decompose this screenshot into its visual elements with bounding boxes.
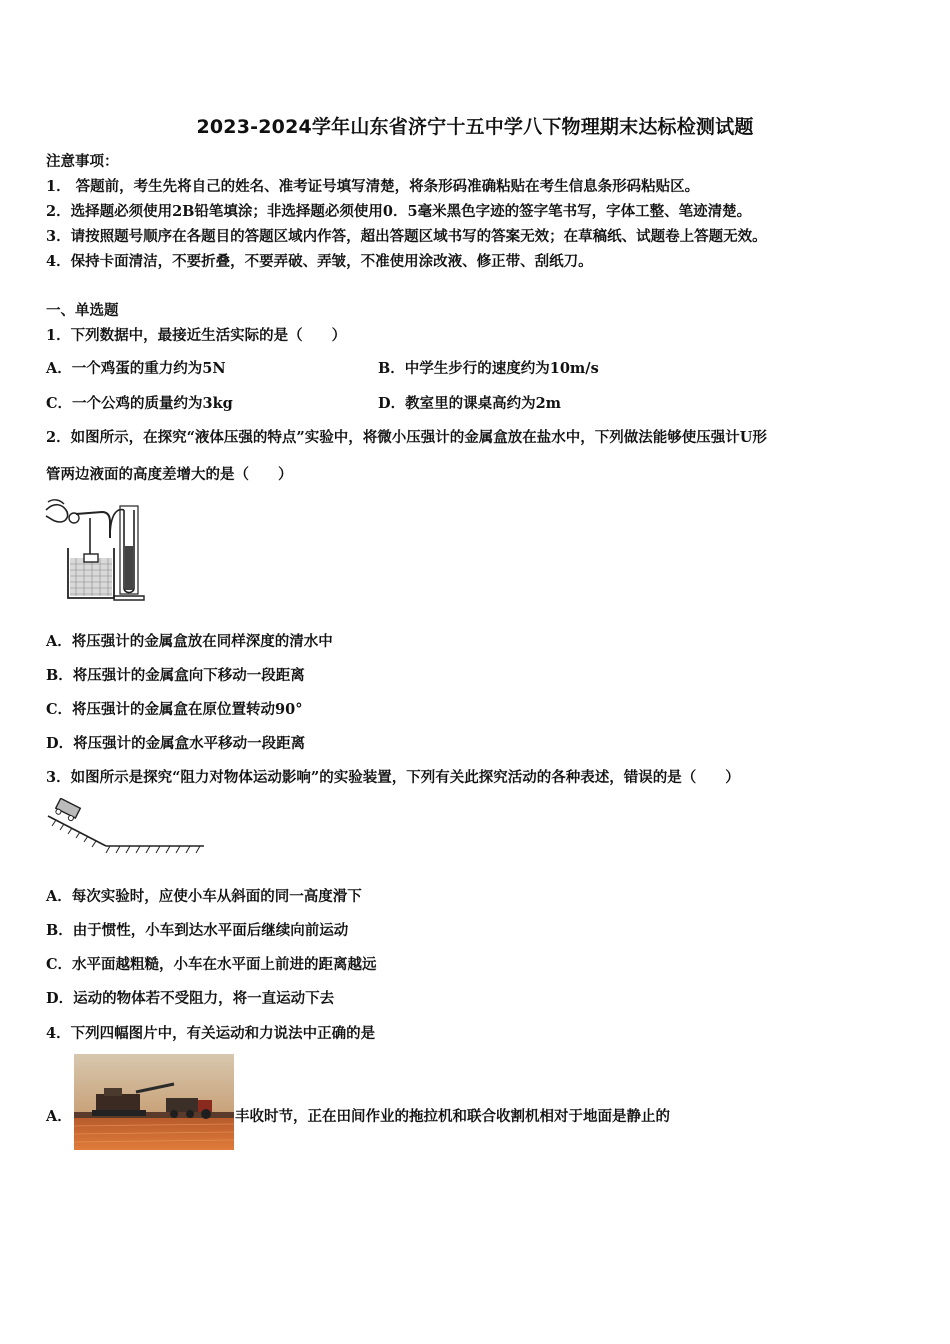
- q2-stem-line2: 管两边液面的高度差增大的是（ ）: [46, 466, 293, 483]
- q1-option-b: B．中学生步行的速度约为10m/s: [378, 360, 599, 377]
- q2-stem-line1: 2．如图所示，在探究“液体压强的特点”实验中，将微小压强计的金属盒放在盐水中，下列做法能够使压强计U形: [46, 429, 767, 446]
- q3-option-a: A．每次实验时，应使小车从斜面的同一高度滑下: [46, 888, 362, 905]
- q3-stem: 3．如图所示是探究“阻力对物体运动影响”的实验装置，下列有关此探究活动的各种表述，错误的是（ ）: [46, 769, 740, 786]
- q3-option-b: B．由于惯性，小车到达水平面后继续向前运动: [46, 922, 349, 939]
- q4-option-a-text: 丰收时节，正在田间作业的拖拉机和联合收割机相对于地面是静止的: [235, 1108, 670, 1125]
- page-title: 2023-2024学年山东省济宁十五中学八下物理期末达标检测试题: [196, 116, 754, 138]
- q2-option-a: A．将压强计的金属盒放在同样深度的清水中: [46, 633, 333, 650]
- notice-item-4: 4．保持卡面清洁，不要折叠，不要弄破、弄皱，不准使用涂改液、修正带、刮纸刀。: [46, 253, 593, 270]
- notice-item-2: 2．选择题必须使用2B铅笔填涂；非选择题必须使用0．5毫米黑色字迹的签字笔书写，字体工整、笔迹清楚。: [46, 203, 752, 220]
- q1-option-d: D．教室里的课桌高约为2m: [378, 395, 562, 412]
- notice-item-3: 3．请按照题号顺序在各题目的答题区域内作答，超出答题区域书写的答案无效；在草稿纸、试题卷上答题无效。: [46, 228, 767, 245]
- section-heading: 一、单选题: [46, 302, 119, 319]
- notice-item-1: 1． 答题前，考生先将自己的姓名、准考证号填写清楚，将条形码准确粘贴在考生信息条形码粘贴区。: [46, 178, 700, 195]
- q2-option-d: D．将压强计的金属盒水平移动一段距离: [46, 735, 306, 752]
- notice-heading: 注意事项：: [46, 153, 119, 170]
- pressure-gauge-figure: [44, 496, 150, 604]
- q3-option-c: C．水平面越粗糙，小车在水平面上前进的距离越远: [46, 956, 377, 973]
- q2-option-c: C．将压强计的金属盒在原位置转动90°: [46, 701, 303, 718]
- harvest-photo: [74, 1054, 234, 1150]
- q1-option-a: A．一个鸡蛋的重力约为5N: [46, 360, 226, 377]
- q1-stem: 1．下列数据中，最接近生活实际的是（ ）: [46, 327, 347, 344]
- q1-option-c: C．一个公鸡的质量约为3kg: [46, 395, 233, 412]
- incline-cart-figure: [44, 798, 208, 860]
- q4-stem: 4．下列四幅图片中，有关运动和力说法中正确的是: [46, 1025, 376, 1042]
- q2-option-b: B．将压强计的金属盒向下移动一段距离: [46, 667, 305, 684]
- q3-option-d: D．运动的物体若不受阻力，将一直运动下去: [46, 990, 335, 1007]
- q4-option-a-label: A．: [46, 1108, 72, 1125]
